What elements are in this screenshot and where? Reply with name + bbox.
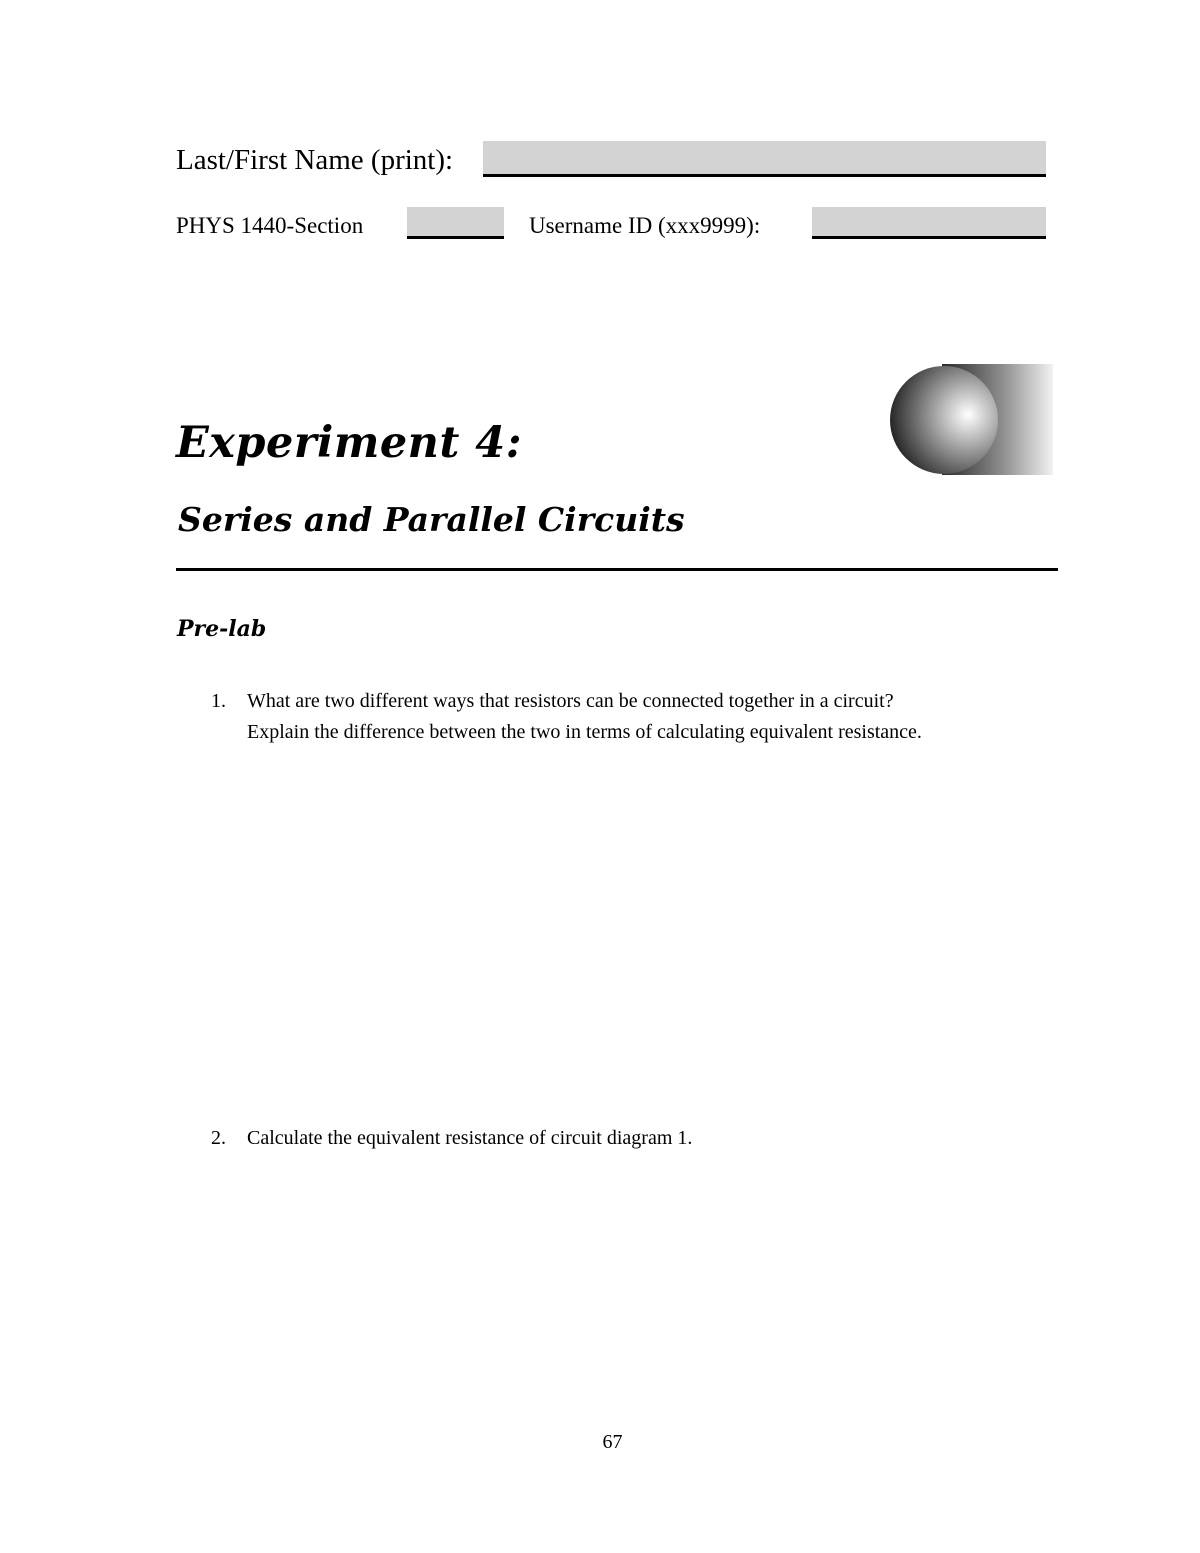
- question-2-text: [247, 1123, 1067, 1154]
- question-2-line-1: Calculate the equivalent resistance of circuit diagram 1.: [247, 1127, 693, 1149]
- question-1-number: 1.: [211, 690, 226, 712]
- question-1-line-2: Explain the difference between the two in terms of calculating equivalent resistance.: [247, 721, 922, 743]
- experiment-title: Experiment 4:: [176, 418, 523, 468]
- username-label: Username ID (xxx9999):: [529, 213, 761, 238]
- question-2-number: 2.: [211, 1127, 226, 1149]
- name-field[interactable]: [483, 141, 1046, 177]
- section-label: PHYS 1440-Section: [176, 213, 364, 238]
- prelab-heading: Pre-lab: [177, 616, 267, 642]
- question-1-text: [247, 686, 1067, 748]
- username-field[interactable]: [812, 207, 1046, 239]
- title-divider: [176, 568, 1058, 571]
- name-label: Last/First Name (print):: [176, 144, 454, 176]
- page-number: 67: [602, 1431, 623, 1453]
- question-1-line-1: What are two different ways that resistors can be connected together in a circuit?: [247, 690, 894, 712]
- experiment-logo-graphic: [888, 363, 1054, 477]
- section-field[interactable]: [407, 207, 504, 239]
- experiment-subtitle: Series and Parallel Circuits: [178, 500, 685, 539]
